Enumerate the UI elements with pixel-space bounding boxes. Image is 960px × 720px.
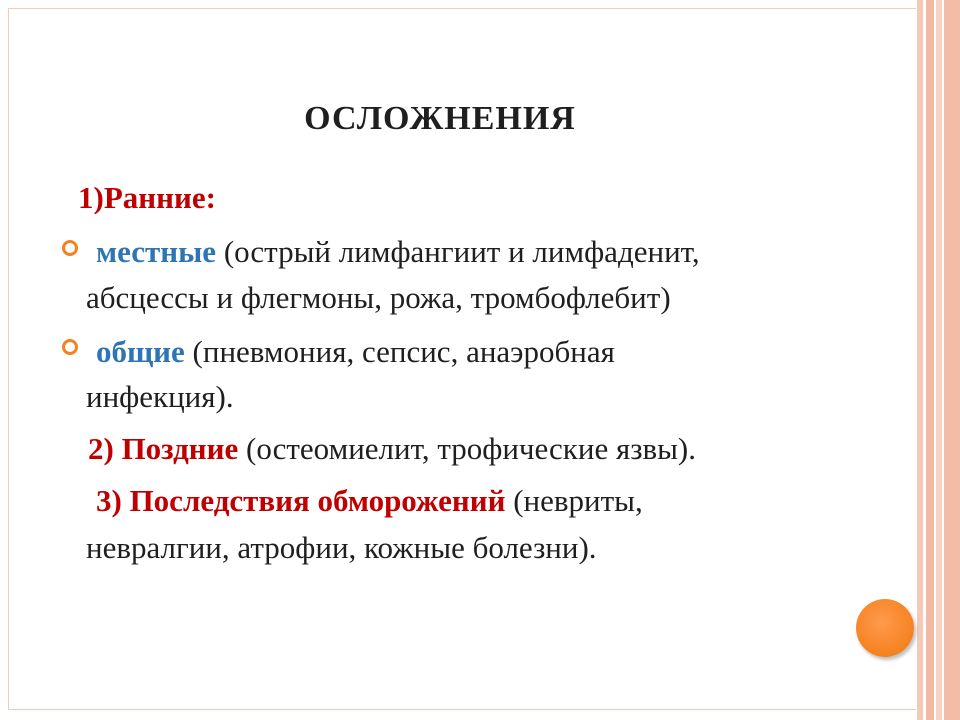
consequences-line1: [96, 479, 643, 523]
bullet-circle-icon: [62, 240, 78, 256]
general-complications-line1: [96, 330, 615, 374]
decorative-circle: [856, 599, 914, 657]
local-text: (острый лимфангиит и лимфаденит,: [216, 234, 700, 269]
decorative-stripe: [917, 0, 923, 720]
decorative-stripe: [936, 0, 942, 720]
decorative-stripe: [944, 0, 960, 720]
local-complications-line2: абсцессы и флегмоны, рожа, тромбофлебит): [86, 280, 671, 315]
decorative-stripe: [926, 0, 934, 720]
general-term: общие: [96, 334, 185, 369]
consequences-text: (невриты,: [505, 483, 643, 518]
early-heading: 1)Ранние:: [78, 180, 216, 215]
consequences-line2: невралгии, атрофии, кожные болезни).: [86, 530, 597, 565]
general-text: (пневмония, сепсис, анаэробная: [184, 334, 615, 369]
general-complications-line2: инфекция).: [86, 379, 234, 414]
late-text: (остеомиелит, трофические язвы).: [238, 431, 696, 466]
late-complications-line: [88, 427, 696, 471]
local-complications-line1: [96, 230, 700, 274]
bullet-circle-icon: [62, 339, 78, 355]
slide-title: ОСЛОЖНЕНИЯ: [304, 100, 576, 137]
consequences-term: 3) Последствия обморожений: [96, 483, 506, 518]
local-term: местные: [96, 234, 217, 269]
late-term: 2) Поздние: [88, 431, 239, 466]
